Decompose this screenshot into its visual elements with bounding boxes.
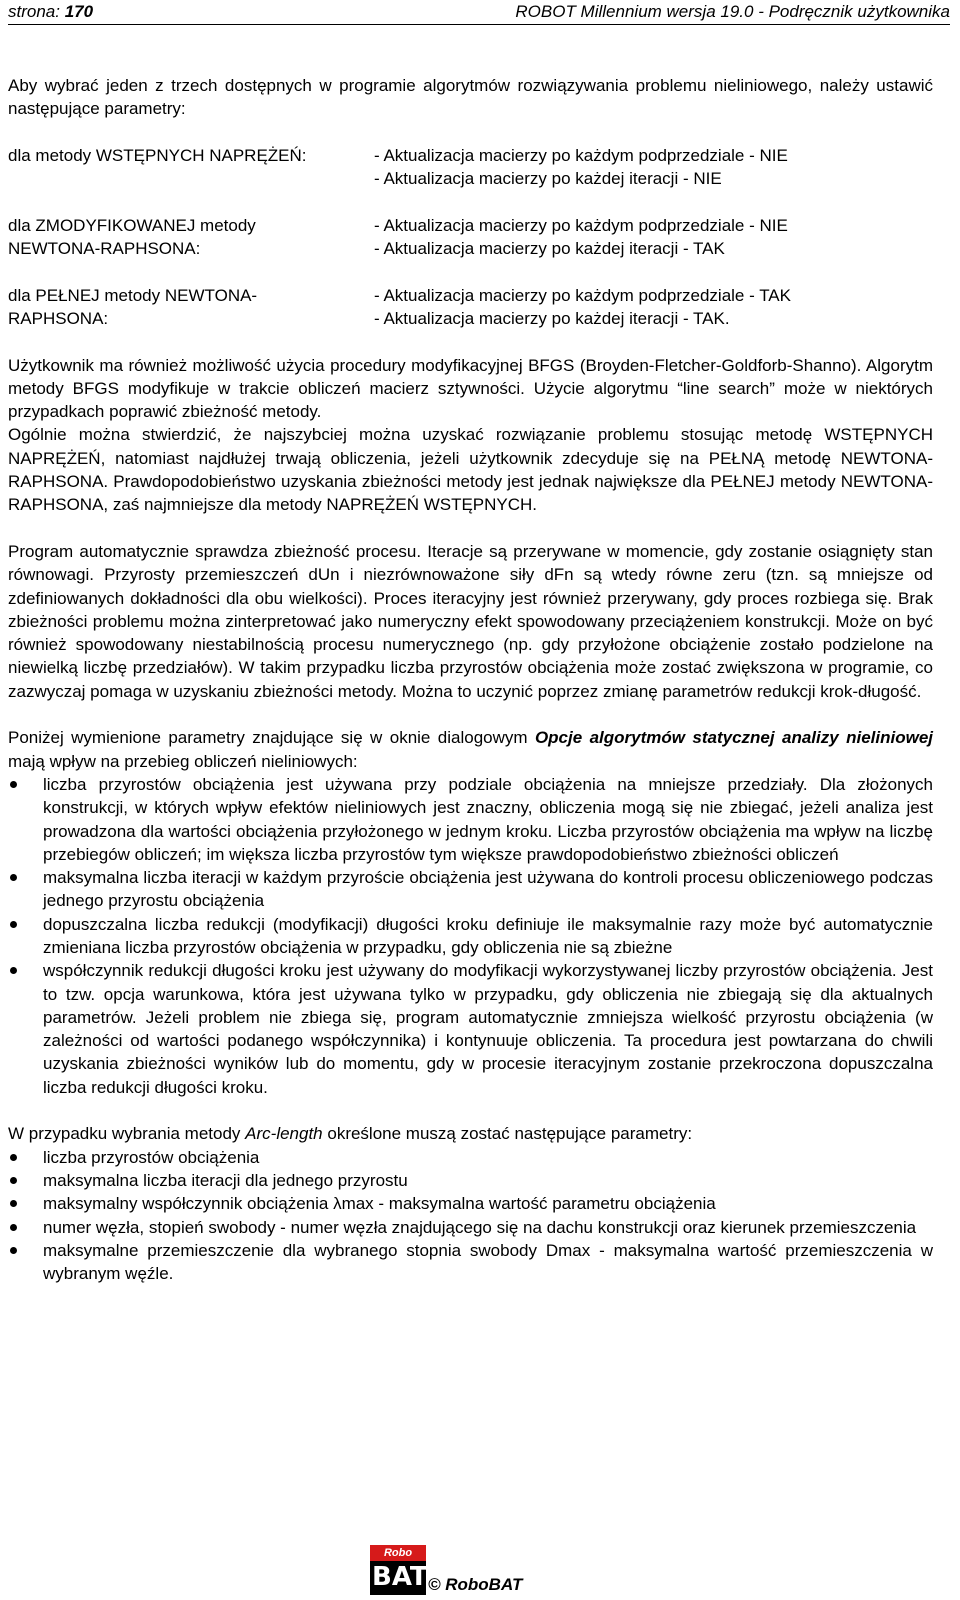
arc-intro-text-end: określone muszą zostać następujące parametry:: [322, 1124, 693, 1144]
list-item: liczba przyrostów obciążenia jest używana przy podziale obciążenia na mniejsze przedziały. Dla złożonych konstrukcji, w których wpływ efektów nieliniowych jest znaczny, obliczenia mogą się nie zbiegać, jeżeli analiza jest prowadzona dla wartości obciążenia przyłożonego w jednym kroku. Liczba przyrostów obciążenia ma wpływ na liczbę przebiegów obliczeń; im większa liczba przyrostów tym większe prawdopodobieństwo zbieżności obliczeń: [8, 773, 933, 866]
page-header: [8, 0, 950, 25]
list-item: maksymalna liczba iteracji w każdym przyroście obciążenia jest używana do kontroli procesu obliczeniowego podczas jednego przyrostu obciążenia: [8, 866, 933, 913]
list-item: maksymalny współczynnik obciążenia λmax - maksymalna wartość parametru obciążenia: [8, 1192, 933, 1215]
method-settings: [374, 214, 933, 261]
method-settings: [374, 284, 933, 331]
method-label: dla metody WSTĘPNYCH NAPRĘŻEŃ:: [8, 145, 307, 165]
list-item: maksymalne przemieszczenie dla wybranego stopnia swobody Dmax - maksymalna wartość przemieszczenia w wybranym węźle.: [8, 1239, 933, 1286]
method-label: dla ZMODYFIKOWANEJ metody NEWTONA-RAPHSONA:: [8, 215, 256, 259]
bfgs-paragraph: Użytkownik ma również możliwość użycia procedury modyfikacyjnej BFGS (Broyden-Fletcher-Goldforb-Shanno). Algorytm metody BFGS modyfikuje w trakcie obliczeń macierz sztywności. Użycie algorytmu “line search” może w niektórych przypadkach poprawić zbieżność metody.: [8, 355, 933, 422]
general-paragraph: Ogólnie można stwierdzić, że najszybciej można uzyskać rozwiązanie problemu stosując metodę WSTĘPNYCH NAPRĘŻEŃ, natomiast najdłużej trwają obliczenia, jeżeli użytkownik zdecyduje się na PEŁNĄ metodę NEWTONA-RAPHSONA. Prawdopodobieństwo uzyskania zbieżności metody jest jednak największe dla PEŁNEJ metody NEWTONA-RAPHSONA, zaś najmniejsze dla metody NAPRĘŻEŃ WSTĘPNYCH.: [8, 425, 933, 515]
setting-line: - Aktualizacja macierzy po każdym podprzedziale - NIE: [374, 215, 788, 235]
page-content: [8, 74, 933, 1285]
options-intro-text: Poniżej wymienione parametry znajdujące się w oknie dialogowym: [8, 728, 535, 748]
convergence-paragraph: Program automatycznie sprawdza zbieżność procesu. Iteracje są przerywane w momencie, gdy zostanie osiągnięty stan równowagi. Przyrosty przemieszczeń dUn i niezrównoważone siły dFn są wtedy równe zeru (tzn. są mniejsze od zdefiniowanych dokładności dla obu wielkości). Proces iteracyjny jest również przerywany, gdy proces rozbiega się. Brak zbieżności problemu można zinterpretować jako numeryczny efekt spowodowany przeciążeniem konstrukcji. Może on być również spowodowany niestabilnością procesu numerycznego (np. gdy przyłożone obciążenie zostało podzielone na niewielką liczbę przedziałów). W takim przypadku liczba przyrostów obciążenia może zostać zwiększona w programie, co zazwyczaj pomaga w uzyskaniu zbieżności metody. Można to uczynić poprzez zmianę parametrów redukcji krok-długość.: [8, 541, 933, 701]
logo-top-text: Robo: [370, 1545, 426, 1561]
setting-line: - Aktualizacja macierzy po każdym podprzedziale - TAK: [374, 285, 791, 305]
list-item: numer węzła, stopień swobody - numer węzła znajdującego się na dachu konstrukcji oraz kierunek przemieszczenia: [8, 1216, 933, 1239]
method-row-initial-stress: [8, 144, 933, 191]
robobat-logo: [370, 1545, 555, 1595]
dialog-name: Opcje algorytmów statycznej analizy nieliniowej: [534, 728, 933, 748]
copyright-text: © RoboBAT: [428, 1575, 523, 1594]
logo-main-text: BAT: [372, 1562, 428, 1592]
method-row-full-newton-raphson: [8, 284, 933, 331]
list-item: maksymalna liczba iteracji dla jednego przyrostu: [8, 1169, 933, 1192]
method-row-modified-newton-raphson: [8, 214, 933, 261]
document-title: ROBOT Millennium wersja 19.0 - Podręcznik użytkownika: [515, 2, 950, 21]
setting-line: - Aktualizacja macierzy po każdej iteracji - NIE: [374, 169, 722, 189]
setting-line: - Aktualizacja macierzy po każdej iteracji - TAK: [374, 239, 725, 259]
list-item: współczynnik redukcji długości kroku jest używany do modyfikacji wykorzystywanej liczby przyrostów obciążenia. Jest to tzw. opcja warunkowa, która jest używana tylko w przypadku, gdy obliczenia nie zbiegają się dla aktualnych parametrów. Jeżeli problem nie zbiega się, program automatycznie zmniejsza wielkość przyrostu obciążenia (w zależności od wartości podanego współczynnika) i kontynuuje obliczenia. Ta procedura jest powtarzana do chwili uzyskania zbieżności wyników lub do momentu, gdy w procesie iteracyjnym zostanie przekroczona dopuszczalna liczba redukcji długości kroku.: [8, 959, 933, 1099]
intro-paragraph: Aby wybrać jeden z trzech dostępnych w programie algorytmów rozwiązywania problemu nieliniowego, należy ustawić następujące parametry:: [8, 76, 933, 119]
page-number-label: [8, 2, 93, 22]
page-number: 170: [64, 2, 94, 21]
method-label: dla PEŁNEJ metody NEWTONA-RAPHSONA:: [8, 285, 258, 328]
method-settings: [374, 144, 933, 191]
arc-intro-text: W przypadku wybrania metody: [8, 1124, 246, 1144]
options-list: [8, 773, 933, 1099]
options-intro-text-end: mają wpływ na przebieg obliczeń nieliniowych:: [8, 751, 358, 771]
logo-mark: [370, 1545, 426, 1595]
page-prefix: strona:: [8, 2, 65, 21]
list-item: liczba przyrostów obciążenia: [8, 1146, 933, 1169]
setting-line: - Aktualizacja macierzy po każdej iteracji - TAK.: [374, 308, 730, 328]
options-intro: [8, 726, 933, 773]
setting-line: - Aktualizacja macierzy po każdym podprzedziale - NIE: [374, 145, 788, 165]
arc-method-name: Arc-length: [245, 1124, 323, 1144]
list-item: dopuszczalna liczba redukcji (modyfikacji) długości kroku definiuje ile maksymalnie razy może być automatycznie zmieniana liczba przyrostów obciążenia w przypadku, gdy obliczenia nie są zbieżne: [8, 913, 933, 960]
arc-length-intro: [8, 1122, 933, 1145]
arc-length-list: [8, 1146, 933, 1286]
